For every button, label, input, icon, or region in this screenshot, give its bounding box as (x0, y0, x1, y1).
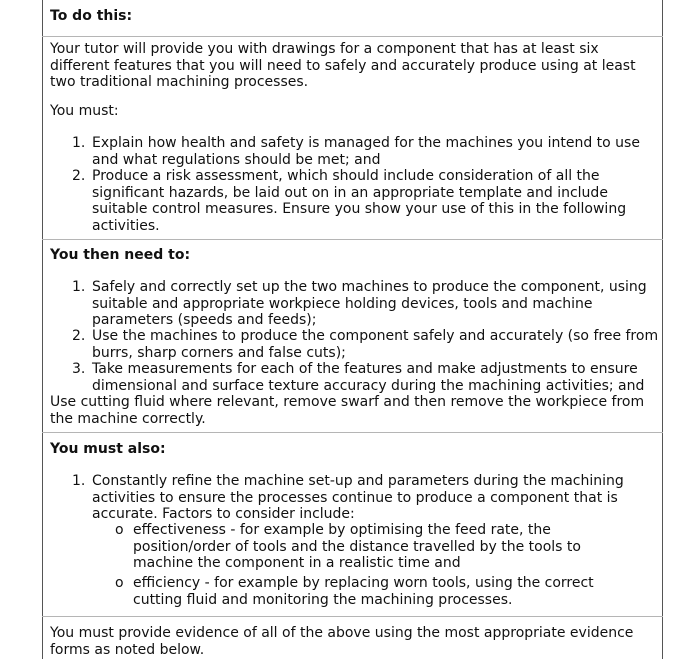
list-number: 1. (72, 473, 86, 489)
intro-paragraph: Your tutor will provide you with drawings for a component that has at least six different features that you will need to safely and accurately produce using at least two traditional machining processes. (50, 41, 636, 90)
bullet-icon: o (115, 522, 124, 538)
list-number: 2. (72, 328, 86, 344)
list-number: 1. (72, 135, 86, 151)
row-divider (42, 239, 663, 240)
bullet-icon: o (115, 575, 124, 591)
bullet-item-effectiveness: effectiveness - for example by optimising the feed rate, the position/order of tools and the distance travelled by the tools to machine the component in a realistic time and (133, 522, 581, 571)
heading-to-do-this: To do this: (50, 8, 133, 24)
list-item: Produce a risk assessment, which should include consideration of all the significant hazards, be laid out on in an appropriate template and include suitable control measures. Ensure you show your use of this in the following activities. (92, 168, 627, 234)
bullet-item-efficiency: efficiency - for example by replacing worn tools, using the correct cutting fluid and monitoring the machining processes. (133, 575, 594, 608)
row-divider (42, 432, 663, 433)
row-divider (42, 616, 663, 617)
footer-paragraph: You must provide evidence of all of the above using the most appropriate evidence forms as noted below. (50, 625, 634, 658)
list-item: Explain how health and safety is managed for the machines you intend to use and what regulations should be met; and (92, 135, 640, 168)
table-right-border (662, 0, 663, 659)
table-left-border (42, 0, 43, 659)
list-item: Constantly refine the machine set-up and parameters during the machining activities to ensure the processes continue to produce a component that is accurate. Factors to consider include: (92, 473, 624, 522)
list-number: 2. (72, 168, 86, 184)
list-item: Use the machines to produce the component safely and accurately (so free from burrs, sharp corners and false cuts); (92, 328, 659, 361)
trailing-paragraph: Use cutting fluid where relevant, remove swarf and then remove the workpiece from the machine correctly. (50, 394, 645, 427)
you-must-label: You must: (50, 103, 119, 119)
heading-you-must-also: You must also: (50, 441, 166, 457)
list-number: 3. (72, 361, 86, 377)
heading-you-then-need-to: You then need to: (50, 247, 191, 263)
list-item: Take measurements for each of the features and make adjustments to ensure dimensional and surface texture accuracy during the machining activities; and (92, 361, 645, 394)
list-item: Safely and correctly set up the two machines to produce the component, using suitable and appropriate workpiece holding devices, tools and machine parameters (speeds and feeds); (92, 279, 647, 328)
row-divider (42, 36, 663, 37)
list-number: 1. (72, 279, 86, 295)
